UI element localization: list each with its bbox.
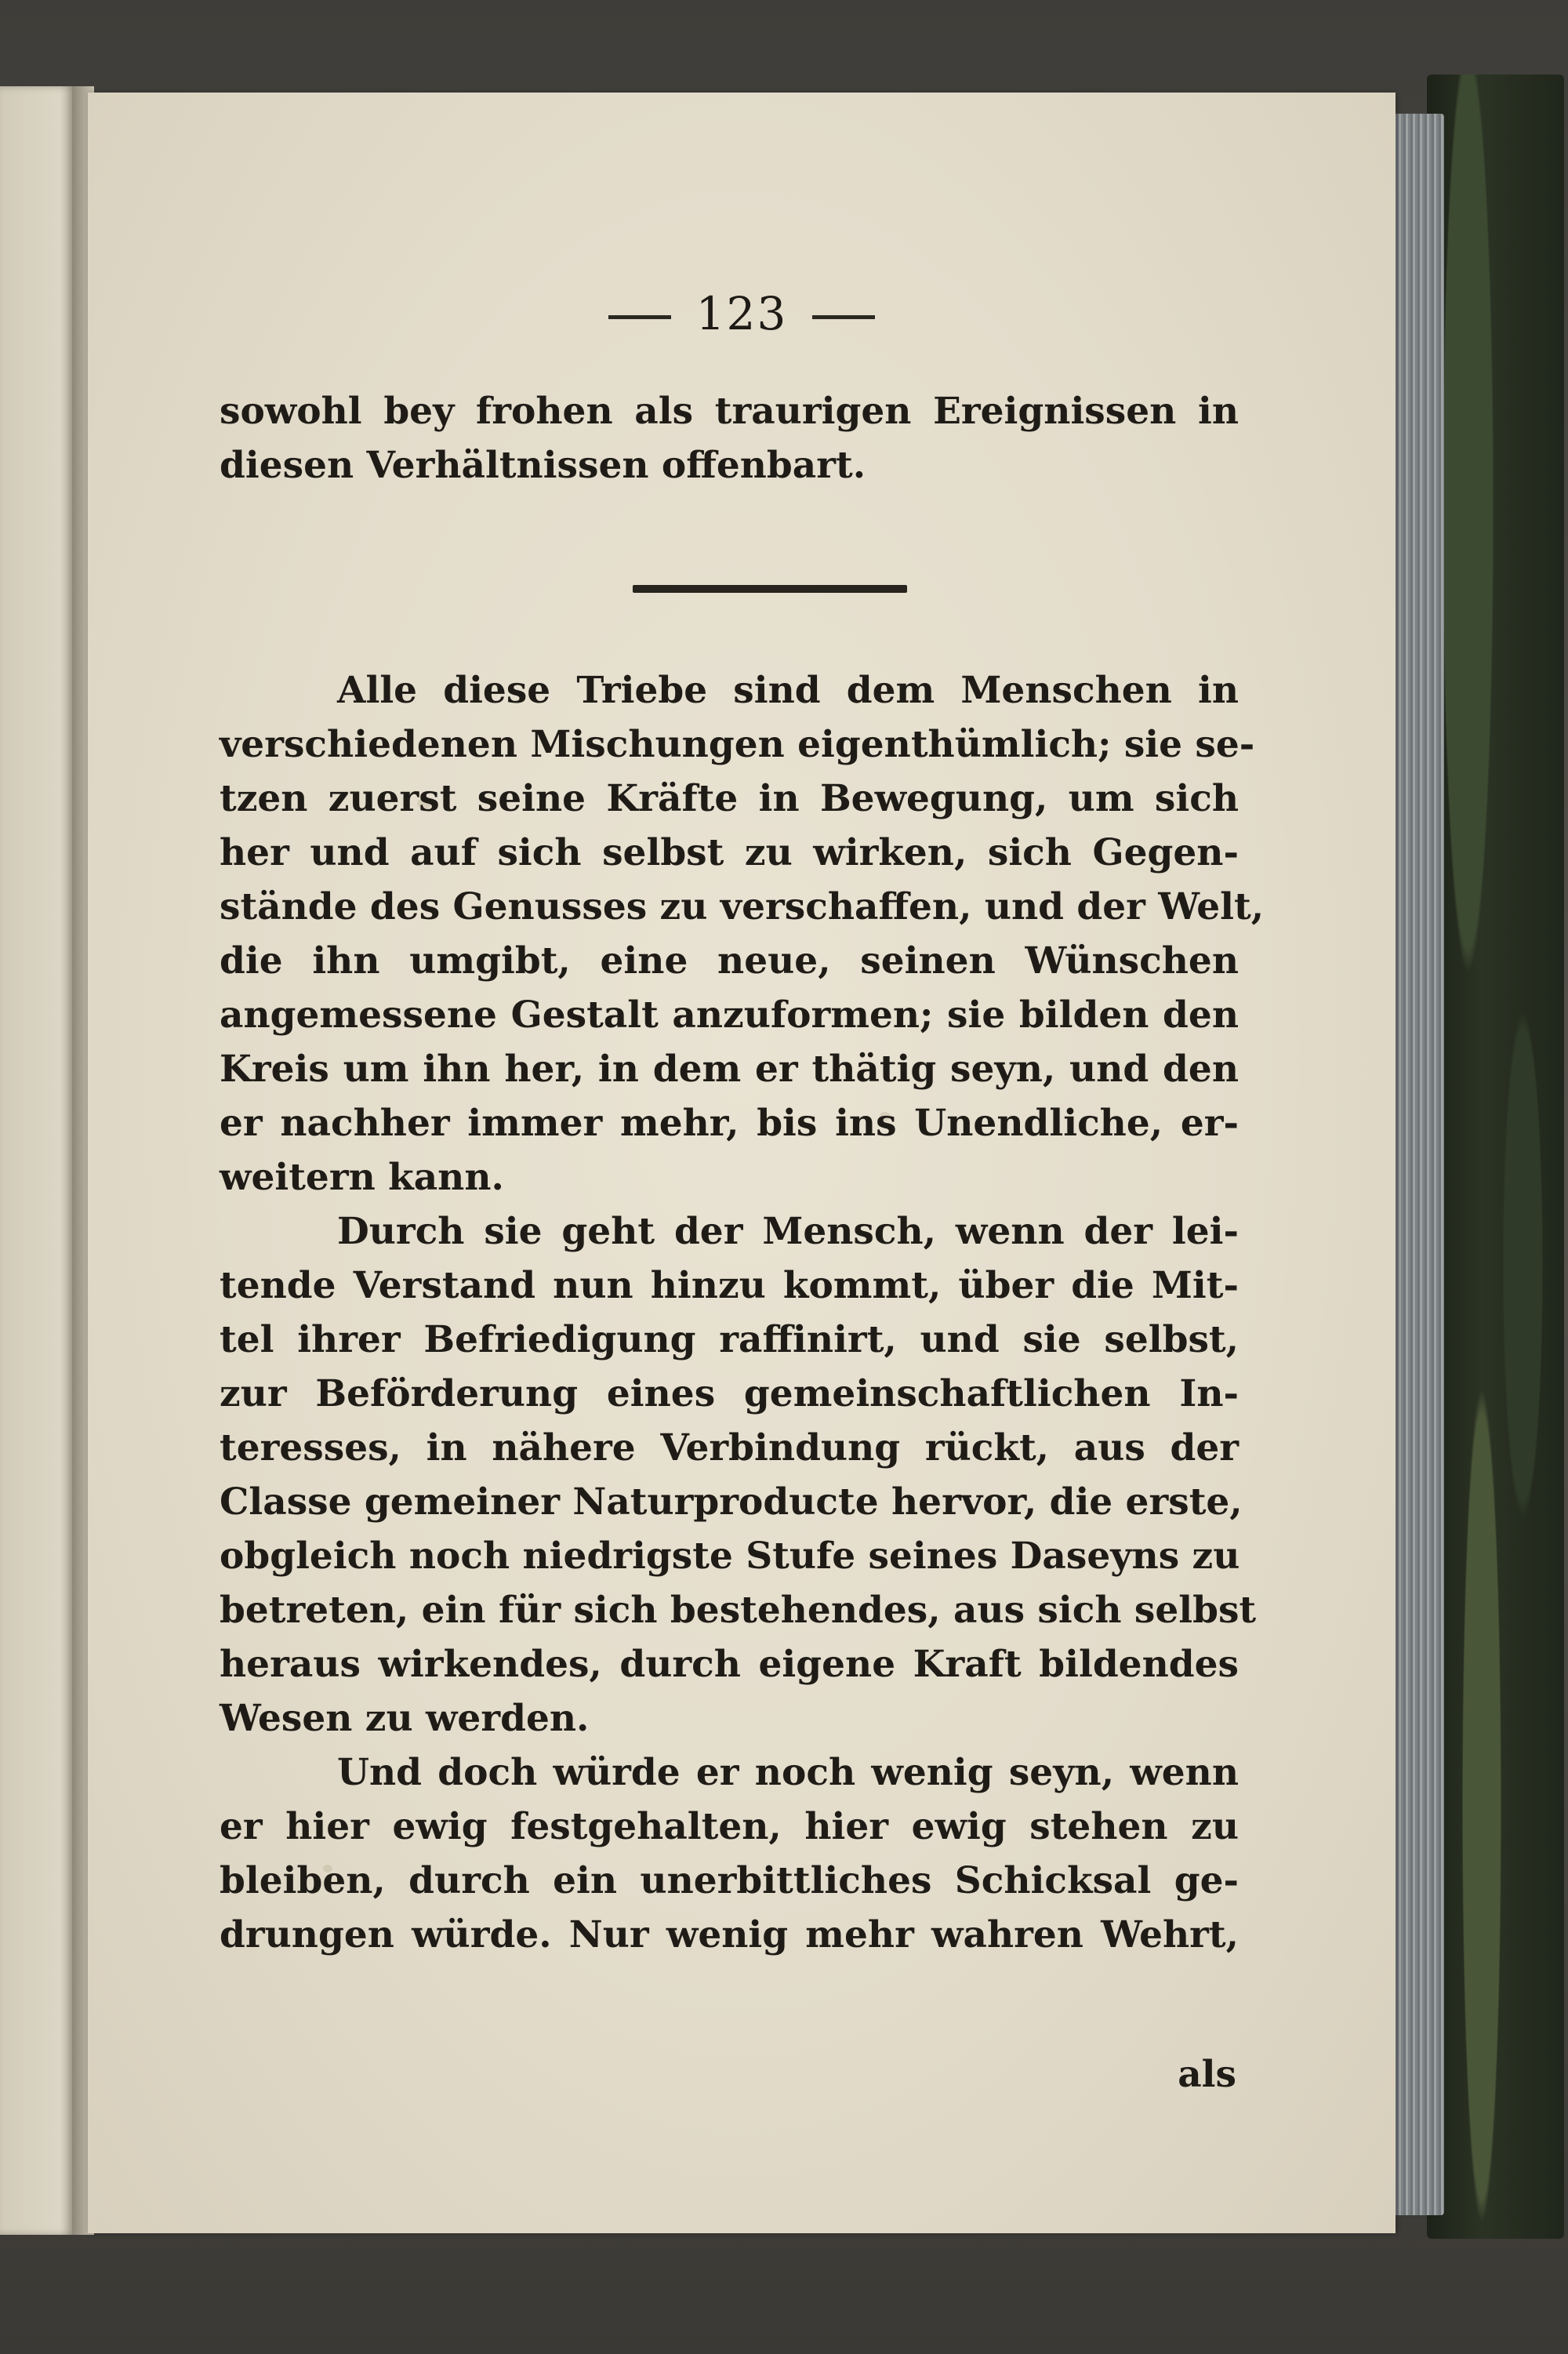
text-line: her und auf sich selbst zu wirken, sich Gegen- [220, 831, 1239, 874]
text-line: obgleich noch niedrigste Stufe seines Daseyns zu [220, 1535, 1240, 1578]
header-dash-left [608, 315, 671, 319]
text-line: tzen zuerst seine Kräfte in Bewegung, um sich [220, 777, 1239, 820]
text-line: er nachher immer mehr, bis ins Unendliche, er- [220, 1102, 1239, 1145]
book-page [88, 93, 1396, 2233]
text-line: diesen Verhältnissen offenbart. [220, 444, 866, 487]
text-line: tel ihrer Befriedigung raffinirt, und sie selbst, [220, 1318, 1239, 1361]
paragraph-2 [220, 1204, 1257, 1746]
text-line: er hier ewig festgehalten, hier ewig stehen zu [220, 1805, 1239, 1848]
paragraph-1 [220, 663, 1265, 1204]
body-text [220, 663, 1265, 1962]
header-dash-right [812, 315, 875, 319]
section-separator-rule [633, 585, 907, 593]
continuation-text [220, 384, 1239, 492]
text-line: die ihn umgibt, eine neue, seinen Wünschen [220, 939, 1239, 983]
page-header [88, 287, 1396, 342]
text-line: Und doch würde er noch wenig seyn, wenn [337, 1751, 1239, 1794]
paragraph-3 [220, 1746, 1239, 1962]
text-line: Alle diese Triebe sind dem Menschen in [337, 669, 1239, 712]
text-line: tende Verstand nun hinzu kommt, über die Mit- [220, 1264, 1239, 1307]
text-line: Kreis um ihn her, in dem er thätig seyn, und den [220, 1048, 1239, 1091]
text-line: drungen würde. Nur wenig mehr wahren Wehrt, [220, 1913, 1239, 1956]
text-line: Classe gemeiner Naturproducte hervor, die erste, [220, 1480, 1243, 1524]
text-line: stände des Genusses zu verschaffen, und der Welt, [220, 885, 1265, 928]
catchword: als [1178, 2053, 1236, 2096]
page-block-edge [1389, 114, 1444, 2215]
page-number: 123 [695, 287, 788, 340]
marbled-cover [1427, 74, 1564, 2239]
text-line: bleiben, durch ein unerbittliches Schicksal ge- [220, 1859, 1239, 1902]
text-line: Durch sie geht der Mensch, wenn der lei- [337, 1210, 1239, 1253]
text-line: teresses, in nähere Verbindung rückt, aus der [220, 1426, 1239, 1469]
text-line: weitern kann. [220, 1156, 504, 1199]
left-page-edge [0, 86, 74, 2235]
text-line: Wesen zu werden. [220, 1697, 590, 1740]
text-line: angemessene Gestalt anzuformen; sie bilden den [220, 994, 1239, 1037]
text-line: betreten, ein für sich bestehendes, aus sich selbst [220, 1589, 1257, 1632]
text-line: heraus wirkendes, durch eigene Kraft bildendes [220, 1643, 1239, 1686]
text-line: zur Beförderung eines gemeinschaftlichen In- [220, 1372, 1239, 1415]
text-line: verschiedenen Mischungen eigenthümlich; sie se- [220, 723, 1255, 766]
text-line: sowohl bey frohen als traurigen Ereignissen in [220, 390, 1239, 433]
